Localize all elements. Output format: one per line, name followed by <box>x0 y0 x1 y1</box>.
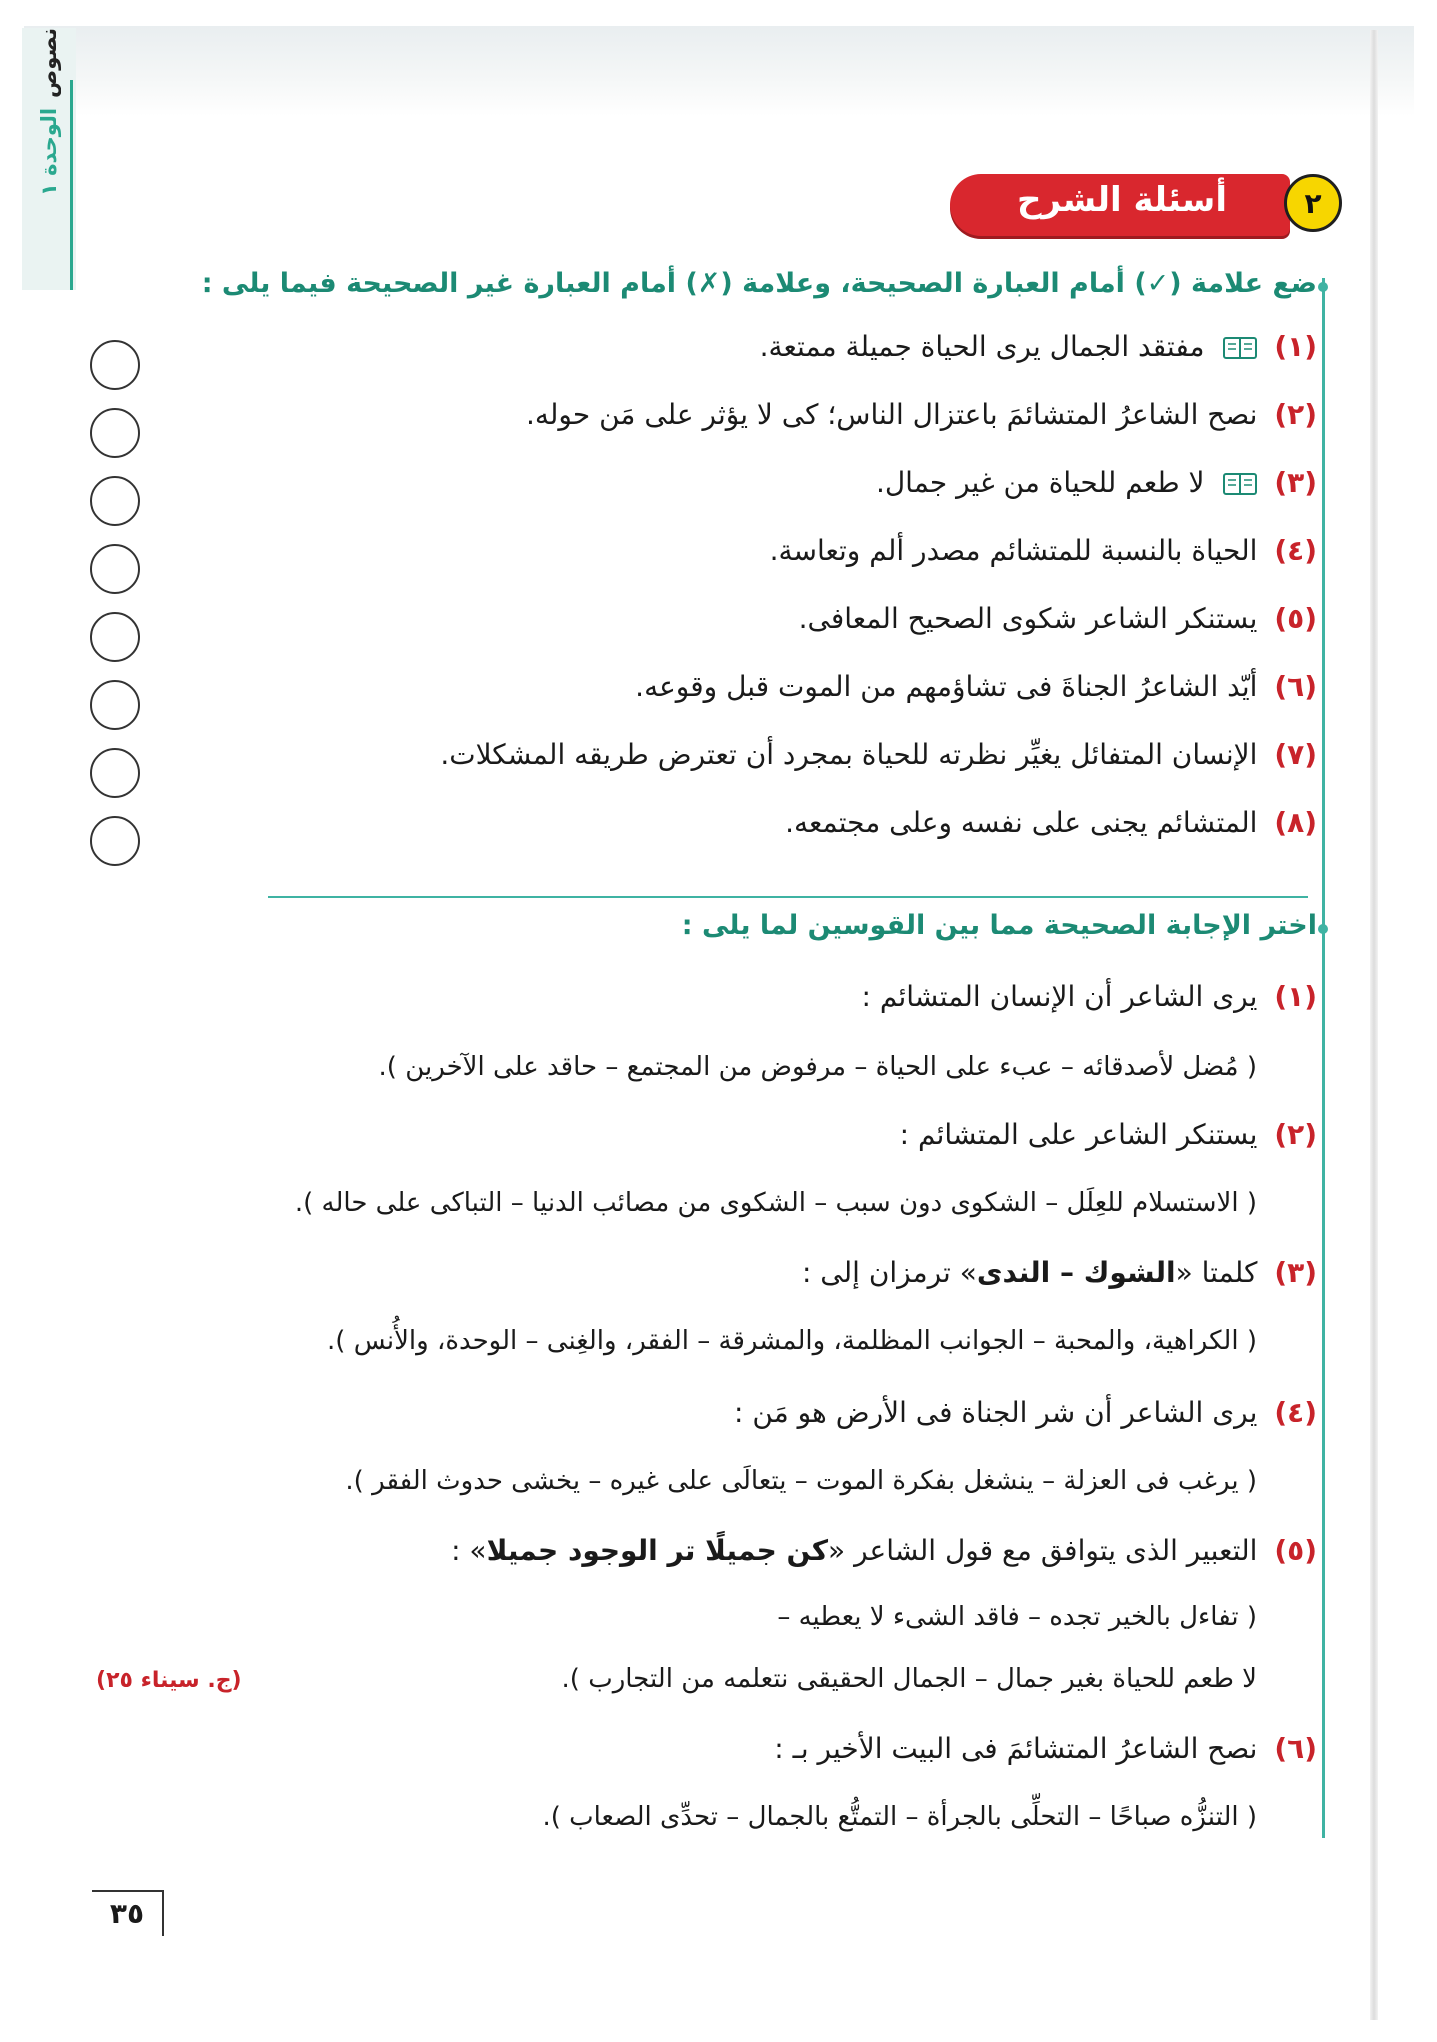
tf-item-text: لا طعم للحياة من غير جمال. <box>875 466 1205 499</box>
mcq-number: (٣) <box>1274 1256 1317 1289</box>
section1-instruction: ضع علامة (✓) أمام العبارة الصحيحة، وعلامة (✗) أمام العبارة غير الصحيحة فيما يلى : <box>201 268 1317 299</box>
side-tab-rule <box>70 80 73 290</box>
tf-item-number: (٤) <box>1274 534 1317 567</box>
tf-item-6 <box>635 670 1317 703</box>
section2-instruction: اختر الإجابة الصحيحة مما بين القوسين لما يلى : <box>681 910 1317 941</box>
mcq-number: (٦) <box>1274 1732 1317 1765</box>
mcq-text-pre: التعبير الذى يتوافق مع قول الشاعر « <box>828 1534 1258 1567</box>
tf-item-text: مفتقد الجمال يرى الحياة جميلة ممتعة. <box>759 330 1205 363</box>
tf-item-number: (٥) <box>1274 602 1317 635</box>
tf-item-text: نصح الشاعرُ المتشائمَ باعتزال الناس؛ كى لا يؤثر على مَن حوله. <box>525 398 1258 431</box>
mcq-text: يرى الشاعر أن الإنسان المتشائم : <box>861 980 1258 1013</box>
mcq-options-6: ( التنزُّه صباحًا – التحلِّى بالجرأة – التمتُّع بالجمال – تحدِّى الصعاب ). <box>542 1802 1257 1832</box>
tf-item-text: الإنسان المتفائل يغيِّر نظرته للحياة بمجرد أن تعترض طريقه المشكلات. <box>440 738 1258 771</box>
mcq-text-post: » ترمزان إلى : <box>801 1256 977 1289</box>
tf-item-number: (٨) <box>1274 806 1317 839</box>
tf-item-5 <box>799 602 1317 635</box>
book-icon <box>1223 337 1257 359</box>
bullet-icon <box>1318 924 1328 934</box>
tf-item-8 <box>785 806 1317 839</box>
side-tab <box>22 28 76 290</box>
exam-source-tag: (ج. سيناء ٢٥) <box>96 1668 242 1693</box>
answer-circle-4[interactable] <box>90 544 140 594</box>
section-header <box>950 170 1342 240</box>
tf-item-text: أيّد الشاعرُ الجناةَ فى تشاؤمهم من الموت قبل وقوعه. <box>635 670 1258 703</box>
tf-item-7 <box>440 738 1317 771</box>
mcq-text: يستنكر الشاعر على المتشائم : <box>899 1118 1258 1151</box>
tf-item-number: (٦) <box>1274 670 1317 703</box>
mcq-text-post: » : <box>451 1534 487 1567</box>
page-number: ٣٥ <box>92 1890 164 1936</box>
tf-item-text: الحياة بالنسبة للمتشائم مصدر ألم وتعاسة. <box>769 534 1258 567</box>
content-rule <box>1322 278 1325 1838</box>
mcq-question-2 <box>900 1118 1317 1151</box>
tf-item-text: المتشائم يجنى على نفسه وعلى مجتمعه. <box>785 806 1258 839</box>
section-number-badge: ٢ <box>1284 174 1342 232</box>
mcq-text: نصح الشاعرُ المتشائمَ فى البيت الأخير بـ : <box>774 1732 1258 1765</box>
tf-item-2 <box>526 398 1317 431</box>
tf-item-3 <box>876 466 1317 499</box>
mcq-options-5-line2: لا طعم للحياة بغير جمال – الجمال الحقيقى نتعلمه من التجارب ). <box>561 1664 1257 1694</box>
mcq-text-pre: كلمتا « <box>1175 1256 1258 1289</box>
tf-item-number: (٣) <box>1274 466 1317 499</box>
answer-circle-5[interactable] <box>90 612 140 662</box>
mcq-question-6 <box>774 1732 1317 1765</box>
answer-circle-2[interactable] <box>90 408 140 458</box>
page-edge <box>1370 30 1378 2020</box>
tf-item-number: (٢) <box>1274 398 1317 431</box>
answer-circle-6[interactable] <box>90 680 140 730</box>
mcq-number: (٥) <box>1274 1534 1317 1567</box>
tf-item-1 <box>760 330 1317 363</box>
book-icon <box>1223 473 1257 495</box>
mcq-options-2: ( الاستسلام للعِلَل – الشكوى دون سبب – الشكوى من مصائب الدنيا – التباكى على حاله ). <box>294 1188 1257 1218</box>
mcq-options-1: ( مُضل لأصدقائه – عبء على الحياة – مرفوض من المجتمع – حاقد على الآخرين ). <box>378 1052 1257 1082</box>
tf-item-number: (١) <box>1274 330 1317 363</box>
answer-circle-1[interactable] <box>90 340 140 390</box>
tf-item-4 <box>770 534 1317 567</box>
tf-item-text: يستنكر الشاعر شكوى الصحيح المعافى. <box>798 602 1258 635</box>
mcq-number: (١) <box>1274 980 1317 1013</box>
mcq-text: يرى الشاعر أن شر الجناة فى الأرض هو مَن : <box>734 1396 1258 1429</box>
mcq-question-1 <box>861 980 1317 1013</box>
mcq-text-bold: الشوك – الندى <box>976 1256 1176 1289</box>
mcq-question-4 <box>734 1396 1317 1429</box>
mcq-options-4: ( يرغب فى العزلة – ينشغل بفكرة الموت – يتعالَى على غيره – يخشى حدوث الفقر ). <box>345 1466 1257 1496</box>
bullet-icon <box>1318 282 1328 292</box>
mcq-question-5 <box>451 1534 1317 1567</box>
mcq-number: (٤) <box>1274 1396 1317 1429</box>
section-divider <box>268 896 1308 898</box>
answer-circle-7[interactable] <box>90 748 140 798</box>
mcq-options-5-line1: ( تفاءل بالخير تجده – فاقد الشىء لا يعطيه – <box>777 1602 1257 1632</box>
mcq-options-3: ( الكراهية، والمحبة – الجوانب المظلمة، والمشرقة – الفقر، والغِنى – الوحدة، والأُنس ). <box>327 1326 1257 1356</box>
side-tab-unit: الوحدة ١ <box>37 108 61 197</box>
tf-item-number: (٧) <box>1274 738 1317 771</box>
answer-circle-8[interactable] <box>90 816 140 866</box>
mcq-number: (٢) <box>1274 1118 1317 1151</box>
mcq-text-bold: كن جميلًا تر الوجود جميلا <box>486 1534 829 1567</box>
side-tab-subject: نصوص <box>37 28 61 98</box>
section-title: أسئلة الشرح <box>1017 180 1227 220</box>
page-header-band <box>24 26 1414 116</box>
mcq-question-3 <box>802 1256 1317 1289</box>
answer-circle-3[interactable] <box>90 476 140 526</box>
